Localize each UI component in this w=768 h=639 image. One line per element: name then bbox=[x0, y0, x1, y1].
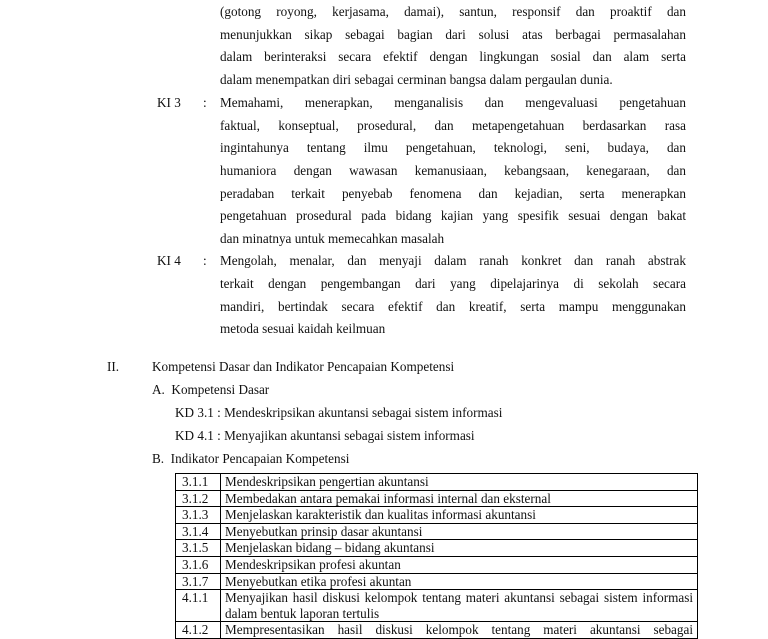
ki4-line: mandiri, bertindak secara efektif dan kreatif, serta mampu menggunakan bbox=[220, 299, 686, 314]
ki2-line: dalam menempatkan diri sebagai cerminan bangsa dalam pergaulan dunia. bbox=[220, 72, 613, 87]
ki2-line: dalam berinteraksi secara efektif dengan lingkungan sosial dan alam serta bbox=[220, 49, 686, 64]
indicator-text: Mempresentasikan hasil diskusi kelompok tentang materi akuntansi sebagai bbox=[221, 622, 698, 639]
ki3-colon: : bbox=[203, 95, 207, 110]
indicator-code: 3.1.3 bbox=[176, 507, 221, 524]
ki3-label: KI 3 bbox=[157, 95, 181, 110]
indicator-table bbox=[175, 473, 698, 639]
indicator-code: 4.1.2 bbox=[176, 622, 221, 639]
indicator-text: Menjelaskan karakteristik dan kualitas informasi akuntansi bbox=[221, 507, 698, 524]
ki2-line: (gotong royong, kerjasama, damai), santun, responsif dan proaktif dan bbox=[220, 4, 686, 19]
ki3-line: pengetahuan prosedural pada bidang kajian yang spesifik sesuai dengan bakat bbox=[220, 208, 686, 223]
indicator-text: Menyajikan hasil diskusi kelompok tentang materi akuntansi sebagai sistem informasi dalam bentuk laporan tertulis bbox=[221, 590, 698, 622]
ki3-line: ingintahunya tentang ilmu pengetahuan, teknologi, seni, budaya, dan bbox=[220, 140, 686, 155]
indicator-code: 3.1.1 bbox=[176, 474, 221, 491]
subsection-b-heading: B. Indikator Pencapaian Kompetensi bbox=[152, 451, 350, 466]
table-row bbox=[176, 622, 698, 639]
indicator-code: 3.1.2 bbox=[176, 490, 221, 507]
indicator-text: Mendeskripsikan profesi akuntan bbox=[221, 556, 698, 573]
indicator-code: 3.1.7 bbox=[176, 573, 221, 590]
table-row bbox=[176, 507, 698, 524]
indicator-code: 3.1.4 bbox=[176, 523, 221, 540]
ki4-line: Mengolah, menalar, dan menyaji dalam ranah konkret dan ranah abstrak bbox=[220, 253, 686, 268]
indicator-text: Menyebutkan prinsip dasar akuntansi bbox=[221, 523, 698, 540]
table-row bbox=[176, 474, 698, 491]
ki3-line: faktual, konseptual, prosedural, dan metapengetahuan berdasarkan rasa bbox=[220, 118, 686, 133]
ki2-line: menunjukkan sikap sebagai bagian dari solusi atas berbagai permasalahan bbox=[220, 27, 686, 42]
table-row bbox=[176, 556, 698, 573]
ki4-line: metoda sesuai kaidah keilmuan bbox=[220, 321, 386, 336]
subsection-a-heading: A. Kompetensi Dasar bbox=[152, 382, 270, 397]
ki3-line: Memahami, menerapkan, menganalisis dan mengevaluasi pengetahuan bbox=[220, 95, 686, 110]
ki4-line: terkait dengan pengembangan dari yang dipelajarinya di sekolah secara bbox=[220, 276, 686, 291]
ki4-label: KI 4 bbox=[157, 253, 181, 268]
indicator-code: 4.1.1 bbox=[176, 590, 221, 622]
indicator-text: Menjelaskan bidang – bidang akuntansi bbox=[221, 540, 698, 557]
ki4-colon: : bbox=[203, 253, 207, 268]
table-row bbox=[176, 523, 698, 540]
section-number: II. bbox=[107, 359, 120, 374]
indicator-text: Membedakan antara pemakai informasi internal dan eksternal bbox=[221, 490, 698, 507]
table-row bbox=[176, 540, 698, 557]
ki3-line: dan minatnya untuk memecahkan masalah bbox=[220, 231, 445, 246]
table-row bbox=[176, 573, 698, 590]
kd-3-1: KD 3.1 : Mendeskripsikan akuntansi sebagai sistem informasi bbox=[175, 405, 503, 420]
indicator-text: Menyebutkan etika profesi akuntan bbox=[221, 573, 698, 590]
indicator-code: 3.1.6 bbox=[176, 556, 221, 573]
section-title: Kompetensi Dasar dan Indikator Pencapaian Kompetensi bbox=[152, 359, 455, 374]
ki3-line: peradaban terkait penyebab fenomena dan kejadian, serta menerapkan bbox=[220, 186, 686, 201]
table-row bbox=[176, 590, 698, 622]
indicator-code: 3.1.5 bbox=[176, 540, 221, 557]
kd-4-1: KD 4.1 : Menyajikan akuntansi sebagai sistem informasi bbox=[175, 428, 475, 443]
table-row bbox=[176, 490, 698, 507]
ki3-line: humaniora dengan wawasan kemanusiaan, kebangsaan, kenegaraan, dan bbox=[220, 163, 686, 178]
indicator-text: Mendeskripsikan pengertian akuntansi bbox=[221, 474, 698, 491]
